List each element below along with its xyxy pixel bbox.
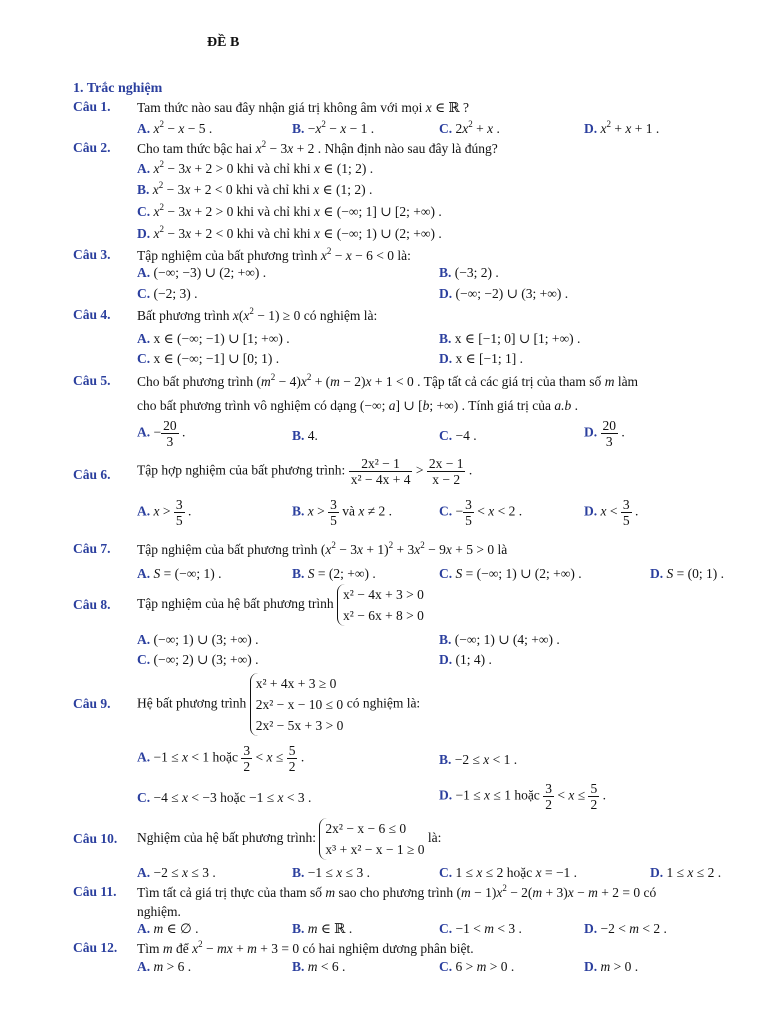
option-c[interactable]: C. (−2; 3) . xyxy=(137,286,198,301)
question-label: Câu 8. xyxy=(73,597,111,612)
question-stem-cont: cho bất phương trình vô nghiệm có dạng (−∞; a] ∪ [b; +∞) . Tính giá trị của a.b . xyxy=(137,398,578,413)
question-label: Câu 4. xyxy=(73,307,111,322)
question-label: Câu 3. xyxy=(73,247,111,262)
question-label: Câu 7. xyxy=(73,541,111,556)
option-c[interactable]: C. − $\frac{3}{5}$ < x < 2 . xyxy=(439,497,523,528)
option-a[interactable]: A. −2 ≤ x ≤ 3 . xyxy=(137,865,216,880)
option-a[interactable]: A. −1 ≤ x < 1 hoặc $\frac{3}{2}$ < x ≤ $\frac{5}{2}$ . xyxy=(137,743,305,774)
option-d[interactable]: D. S = (0; 1) . xyxy=(650,566,724,581)
question-stem: Cho bất phương trình $(m^2 - 4)x^2 + (m - 2)x + 1 < 0$ . Tập tất cả các giá trị của tham số m làm xyxy=(137,372,639,389)
exam-title: ĐỀ B xyxy=(207,35,240,50)
option-b[interactable]: B. S = (2; +∞) . xyxy=(292,566,376,581)
option-b[interactable]: B. $x^2 - 3x + 2 < 0$ khi và chỉ khi x ∈ (1; 2) . xyxy=(137,180,373,197)
option-a[interactable]: A. S = (−∞; 1) . xyxy=(137,566,222,581)
option-a[interactable]: A. (−∞; −3) ∪ (2; +∞) . xyxy=(137,265,267,280)
option-d[interactable]: D. (1; 4) . xyxy=(439,652,492,667)
question-label: Câu 6. xyxy=(73,467,111,482)
option-c[interactable]: C. (−∞; 2) ∪ (3; +∞) . xyxy=(137,652,259,667)
option-c[interactable]: C. −4 ≤ x < −3 hoặc −1 ≤ x < 3 . xyxy=(137,790,312,805)
option-d[interactable]: D. x ∈ [−1; 1] . xyxy=(439,351,523,366)
question-label: Câu 11. xyxy=(73,884,117,899)
option-d[interactable]: D. 1 ≤ x ≤ 2 . xyxy=(650,865,722,880)
question-stem: Tập nghiệm của bất phương trình $x^2 - x - 6 < 0$ là: xyxy=(137,246,411,263)
option-c[interactable]: C. −4 . xyxy=(439,428,477,443)
option-d[interactable]: D. $\frac{20}{3}$ . xyxy=(584,418,625,449)
option-b[interactable]: B. (−3; 2) . xyxy=(439,265,499,280)
inequality-system: x² + 4x + 3 ≥ 0 2x² − x − 10 ≤ 0 2x² − 5x + 3 > 0 xyxy=(250,673,344,736)
question-stem: Tập hợp nghiệm của bất phương trình: $\frac{\text{2x² − 1}}{\text{x² − 4x + 4}}$ > $\frac{2x - 1}{x - 2}$ . xyxy=(137,456,473,487)
option-c[interactable]: C. x ∈ (−∞; −1] ∪ [0; 1) . xyxy=(137,351,280,366)
option-b[interactable]: B. x ∈ [−1; 0] ∪ [1; +∞) . xyxy=(439,331,581,346)
option-a[interactable]: A. (−∞; 1) ∪ (3; +∞) . xyxy=(137,632,259,647)
question-label: Câu 2. xyxy=(73,140,111,155)
question-label: Câu 9. xyxy=(73,696,111,711)
question-stem: Hệ bất phương trình x² + 4x + 3 ≥ 0 2x² − x − 10 ≤ 0 2x² − 5x + 3 > 0 có nghiệm là: xyxy=(137,673,420,736)
option-b[interactable]: B. −2 ≤ x < 1 . xyxy=(439,752,518,767)
section-heading: 1. Trắc nghiệm xyxy=(73,81,163,96)
option-b[interactable]: B. x > $\frac{3}{5}$ và x ≠ 2 . xyxy=(292,497,393,528)
option-b[interactable]: B. m ∈ ℝ . xyxy=(292,921,353,936)
question-stem: Nghiệm của hệ bất phương trình: 2x² − x − 6 ≤ 0 x³ + x² − x − 1 ≥ 0 là: xyxy=(137,818,441,860)
question-stem: Cho tam thức bậc hai $x^2 - 3x + 2$ . Nhận định nào sau đây là đúng? xyxy=(137,139,498,156)
question-stem: Tìm tất cả giá trị thực của tham số m sao cho phương trình $(m - 1)x^2 - 2(m + 3)x - m + 2 = 0$ có xyxy=(137,883,657,900)
option-d[interactable]: D. $x^2 - 3x + 2 < 0$ khi và chỉ khi x ∈ (−∞; 1) ∪ (2; +∞) . xyxy=(137,224,442,241)
question-stem: Tam thức nào sau đây nhận giá trị không âm với mọi x ∈ ℝ ? xyxy=(137,100,470,115)
option-d[interactable]: D. −1 ≤ x ≤ 1 hoặc $\frac{3}{2}$ < x ≤ $\frac{5}{2}$ . xyxy=(439,781,606,812)
question-label: Câu 1. xyxy=(73,99,111,114)
option-d[interactable]: D. (−∞; −2) ∪ (3; +∞) . xyxy=(439,286,569,301)
option-d[interactable]: D. −2 < m < 2 . xyxy=(584,921,667,936)
option-c[interactable]: C. 6 > m > 0 . xyxy=(439,959,515,974)
option-b[interactable]: B. $-x^2 - x - 1$ . xyxy=(292,119,375,136)
inequality-system: 2x² − x − 6 ≤ 0 x³ + x² − x − 1 ≥ 0 xyxy=(319,818,424,860)
question-stem: Tập nghiệm của hệ bất phương trình x² − 4x + 3 > 0 x² − 6x + 8 > 0 xyxy=(137,584,424,626)
option-a[interactable]: A. x ∈ (−∞; −1) ∪ [1; +∞) . xyxy=(137,331,290,346)
option-c[interactable]: C. $x^2 - 3x + 2 > 0$ khi và chỉ khi x ∈ (−∞; 1] ∪ [2; +∞) . xyxy=(137,202,442,219)
option-c[interactable]: C. S = (−∞; 1) ∪ (2; +∞) . xyxy=(439,566,582,581)
question-label: Câu 12. xyxy=(73,940,118,955)
option-d[interactable]: D. m > 0 . xyxy=(584,959,639,974)
option-a[interactable]: A. m > 6 . xyxy=(137,959,192,974)
option-b[interactable]: B. −1 ≤ x ≤ 3 . xyxy=(292,865,370,880)
option-b[interactable]: B. m < 6 . xyxy=(292,959,346,974)
question-label: Câu 10. xyxy=(73,831,118,846)
option-b[interactable]: B. (−∞; 1) ∪ (4; +∞) . xyxy=(439,632,560,647)
inequality-system: x² − 4x + 3 > 0 x² − 6x + 8 > 0 xyxy=(337,584,424,626)
option-a[interactable]: A. − $\frac{20}{3}$ . xyxy=(137,418,186,449)
question-label: Câu 5. xyxy=(73,373,111,388)
question-stem: Bất phương trình $x(x^2 - 1) \ge 0$ có nghiệm là: xyxy=(137,306,378,323)
option-c[interactable]: C. −1 < m < 3 . xyxy=(439,921,522,936)
option-d[interactable]: D. $x^2 + x + 1$ . xyxy=(584,119,660,136)
question-stem: Tìm m để $x^2$ − mx + m + 3 = 0 có hai nghiệm dương phân biệt. xyxy=(137,939,474,956)
option-b[interactable]: B. 4. xyxy=(292,428,318,443)
option-c[interactable]: C. $2x^2 + x$ . xyxy=(439,119,500,136)
option-a[interactable]: A. $x^2 - x - 5$ . xyxy=(137,119,213,136)
question-stem-cont: nghiệm. xyxy=(137,904,181,919)
question-stem: Tập nghiệm của bất phương trình $(x^2 - 3x + 1)^2 + 3x^2 - 9x + 5 > 0$ là xyxy=(137,540,508,557)
option-c[interactable]: C. 1 ≤ x ≤ 2 hoặc x = −1 . xyxy=(439,865,578,880)
option-a[interactable]: A. m ∈ ∅ . xyxy=(137,921,199,936)
option-d[interactable]: D. x < $\frac{3}{5}$ . xyxy=(584,497,639,528)
option-a[interactable]: A. $x^2 - 3x + 2 > 0$ khi và chỉ khi x ∈ (1; 2) . xyxy=(137,159,374,176)
option-a[interactable]: A. x > $\frac{3}{5}$ . xyxy=(137,497,192,528)
